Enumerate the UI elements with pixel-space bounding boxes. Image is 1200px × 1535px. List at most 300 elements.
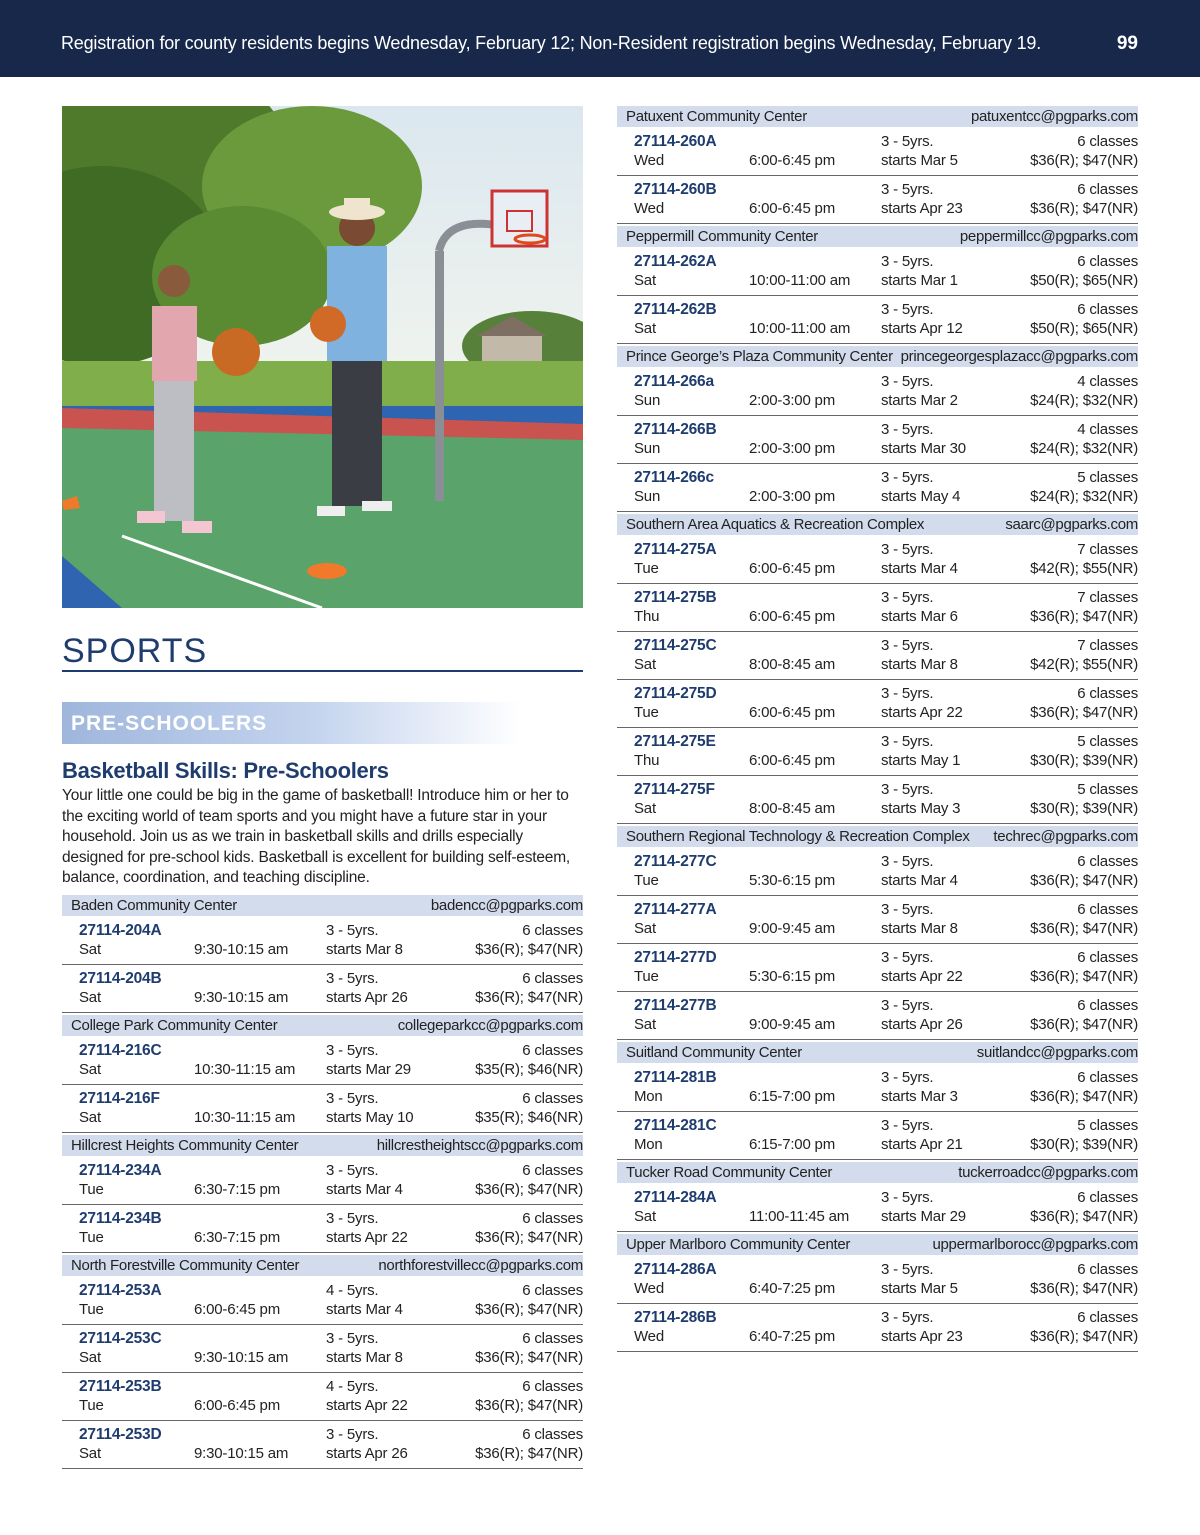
class-start: starts Mar 8: [326, 941, 403, 958]
class-age: 3 - 5yrs.: [881, 1309, 934, 1326]
class-age: 3 - 5yrs.: [326, 1210, 379, 1227]
class-count: 7 classes: [1077, 637, 1138, 654]
class-row: [617, 898, 1138, 944]
class-day: Tue: [634, 704, 659, 721]
class-day: Sat: [634, 656, 656, 673]
location-email: badencc@pgparks.com: [430, 897, 583, 914]
class-count: 6 classes: [1077, 1069, 1138, 1086]
class-code: 27114-275A: [634, 541, 717, 558]
class-fee: $36(R); $47(NR): [1030, 872, 1138, 889]
class-row: [62, 967, 583, 1013]
class-fee: $24(R); $32(NR): [1030, 440, 1138, 457]
class-age: 3 - 5yrs.: [881, 1117, 934, 1134]
location-header: [62, 1255, 583, 1276]
class-count: 6 classes: [1077, 133, 1138, 150]
class-fee: $35(R); $46(NR): [475, 1109, 583, 1126]
class-day: Sun: [634, 440, 661, 457]
right-schedule-column: [617, 106, 1138, 1354]
class-time: 9:00-9:45 am: [749, 920, 835, 937]
class-code: 27114-281C: [634, 1117, 717, 1134]
location-name: Baden Community Center: [71, 897, 237, 914]
class-age: 4 - 5yrs.: [326, 1378, 379, 1395]
class-time: 6:30-7:15 pm: [194, 1181, 280, 1198]
location-email: suitlandcc@pgparks.com: [976, 1044, 1138, 1061]
class-time: 6:00-6:45 pm: [749, 200, 835, 217]
class-time: 6:40-7:25 pm: [749, 1280, 835, 1297]
class-code: 27114-266B: [634, 421, 717, 438]
class-count: 6 classes: [522, 1210, 583, 1227]
class-count: 5 classes: [1077, 733, 1138, 750]
class-fee: $36(R); $47(NR): [475, 989, 583, 1006]
class-day: Sat: [79, 1061, 101, 1078]
class-code: 27114-253A: [79, 1282, 162, 1299]
class-age: 3 - 5yrs.: [881, 733, 934, 750]
class-row: [617, 1066, 1138, 1112]
page-number: 99: [1116, 33, 1138, 54]
class-count: 6 classes: [522, 1378, 583, 1395]
class-row: [617, 682, 1138, 728]
class-start: starts Apr 23: [881, 200, 963, 217]
class-start: starts Mar 29: [881, 1208, 966, 1225]
class-code: 27114-284A: [634, 1189, 717, 1206]
class-count: 6 classes: [522, 1090, 583, 1107]
class-day: Sat: [634, 1016, 656, 1033]
class-age: 3 - 5yrs.: [881, 1189, 934, 1206]
class-start: starts Mar 4: [326, 1181, 403, 1198]
section-title: SPORTS: [62, 632, 208, 670]
class-start: starts Apr 26: [326, 1445, 408, 1462]
header-bar: [0, 0, 1200, 77]
class-row: [617, 466, 1138, 512]
class-day: Mon: [634, 1088, 663, 1105]
class-code: 27114-277B: [634, 997, 717, 1014]
class-day: Sat: [634, 272, 656, 289]
class-time: 9:30-10:15 am: [194, 941, 289, 958]
class-row: [62, 1279, 583, 1325]
class-code: 27114-204A: [79, 922, 162, 939]
class-fee: $36(R); $47(NR): [1030, 920, 1138, 937]
class-code: 27114-266a: [634, 373, 714, 390]
class-fee: $36(R); $47(NR): [1030, 1016, 1138, 1033]
class-row: [617, 778, 1138, 824]
class-fee: $50(R); $65(NR): [1030, 320, 1138, 337]
class-time: 2:00-3:00 pm: [749, 392, 835, 409]
class-start: starts May 10: [326, 1109, 414, 1126]
location-header: [617, 826, 1138, 847]
location-header: [617, 1162, 1138, 1183]
class-time: 6:15-7:00 pm: [749, 1088, 835, 1105]
class-start: starts Mar 1: [881, 272, 958, 289]
class-start: starts Mar 4: [326, 1301, 403, 1318]
class-fee: $35(R); $46(NR): [475, 1061, 583, 1078]
class-count: 6 classes: [522, 922, 583, 939]
class-row: [617, 130, 1138, 176]
class-start: starts May 1: [881, 752, 961, 769]
class-count: 5 classes: [1077, 1117, 1138, 1134]
class-time: 11:00-11:45 am: [749, 1208, 850, 1225]
class-row: [617, 730, 1138, 776]
class-age: 3 - 5yrs.: [881, 421, 934, 438]
class-fee: $36(R); $47(NR): [475, 1397, 583, 1414]
class-fee: $36(R); $47(NR): [1030, 608, 1138, 625]
location-email: patuxentcc@pgparks.com: [970, 108, 1138, 125]
class-row: [617, 250, 1138, 296]
class-fee: $50(R); $65(NR): [1030, 272, 1138, 289]
location-email: saarc@pgparks.com: [1005, 516, 1138, 533]
class-age: 3 - 5yrs.: [881, 373, 934, 390]
class-row: [62, 1375, 583, 1421]
class-day: Sat: [79, 989, 101, 1006]
class-time: 6:00-6:45 pm: [749, 152, 835, 169]
class-fee: $36(R); $47(NR): [475, 1349, 583, 1366]
class-row: [62, 1327, 583, 1373]
location-header: [617, 226, 1138, 247]
class-fee: $36(R); $47(NR): [475, 1445, 583, 1462]
class-time: 6:00-6:45 pm: [749, 608, 835, 625]
class-fee: $42(R); $55(NR): [1030, 560, 1138, 577]
class-count: 6 classes: [1077, 1309, 1138, 1326]
location-name: College Park Community Center: [71, 1017, 278, 1034]
location-header: [617, 1234, 1138, 1255]
class-day: Sat: [634, 920, 656, 937]
class-start: starts Mar 4: [881, 560, 958, 577]
location-header: [62, 895, 583, 916]
class-time: 2:00-3:00 pm: [749, 440, 835, 457]
location-email: tuckerroadcc@pgparks.com: [958, 1164, 1138, 1181]
class-code: 27114-277A: [634, 901, 717, 918]
class-start: starts Apr 22: [881, 968, 963, 985]
class-time: 6:00-6:45 pm: [749, 560, 835, 577]
class-age: 3 - 5yrs.: [881, 589, 934, 606]
class-count: 6 classes: [522, 1042, 583, 1059]
class-fee: $36(R); $47(NR): [1030, 200, 1138, 217]
section-divider: [62, 670, 583, 672]
location-email: techrec@pgparks.com: [993, 828, 1138, 845]
class-count: 6 classes: [1077, 997, 1138, 1014]
class-day: Tue: [79, 1181, 104, 1198]
location-email: northforestvillecc@pgparks.com: [378, 1257, 583, 1274]
program-title: Basketball Skills: Pre-Schoolers: [62, 758, 389, 783]
class-start: starts Apr 22: [881, 704, 963, 721]
class-start: starts Mar 5: [881, 152, 958, 169]
class-day: Wed: [634, 1280, 664, 1297]
location-email: peppermillcc@pgparks.com: [959, 228, 1138, 245]
class-code: 27114-286B: [634, 1309, 717, 1326]
class-count: 6 classes: [1077, 853, 1138, 870]
class-code: 27114-275D: [634, 685, 717, 702]
class-day: Sun: [634, 488, 661, 505]
class-code: 27114-262A: [634, 253, 717, 270]
class-day: Sat: [634, 320, 656, 337]
class-fee: $36(R); $47(NR): [1030, 1088, 1138, 1105]
class-count: 4 classes: [1077, 373, 1138, 390]
location-name: Tucker Road Community Center: [626, 1164, 833, 1181]
class-day: Sat: [79, 1109, 101, 1126]
program-description: Your little one could be big in the game of basketball! Introduce him or her to the exciting world of team sports and you might have a future star in your household. Join us as we train in basketball skills and drills especially designed for pre-school kids. Basketball is excellent for building self-esteem, balance, coordination, and teaching discipline.: [62, 787, 571, 887]
class-row: [617, 850, 1138, 896]
location-email: uppermarlborocc@pgparks.com: [932, 1236, 1138, 1253]
class-code: 27114-260B: [634, 181, 717, 198]
location-header: [617, 514, 1138, 535]
class-count: 6 classes: [1077, 181, 1138, 198]
class-row: [617, 1306, 1138, 1352]
class-age: 3 - 5yrs.: [881, 1069, 934, 1086]
class-day: Tue: [634, 560, 659, 577]
class-code: 27114-216F: [79, 1090, 160, 1107]
class-age: 3 - 5yrs.: [326, 1042, 379, 1059]
class-day: Thu: [634, 608, 660, 625]
class-row: [62, 919, 583, 965]
location-header: [617, 346, 1138, 367]
class-day: Wed: [634, 200, 664, 217]
class-row: [617, 1258, 1138, 1304]
class-age: 3 - 5yrs.: [326, 1090, 379, 1107]
class-count: 4 classes: [1077, 421, 1138, 438]
class-start: starts Apr 22: [326, 1229, 408, 1246]
class-time: 10:00-11:00 am: [749, 272, 851, 289]
class-time: 5:30-6:15 pm: [749, 872, 835, 889]
class-row: [617, 178, 1138, 224]
class-fee: $36(R); $47(NR): [475, 941, 583, 958]
class-row: [62, 1039, 583, 1085]
location-name: North Forestville Community Center: [71, 1257, 300, 1274]
class-day: Sat: [634, 800, 656, 817]
class-age: 3 - 5yrs.: [881, 901, 934, 918]
class-code: 27114-275B: [634, 589, 717, 606]
class-start: starts Mar 2: [881, 392, 958, 409]
class-start: starts Apr 26: [326, 989, 408, 1006]
class-code: 27114-275F: [634, 781, 715, 798]
class-fee: $30(R); $39(NR): [1030, 1136, 1138, 1153]
class-day: Tue: [634, 872, 659, 889]
class-start: starts Mar 3: [881, 1088, 958, 1105]
class-time: 9:30-10:15 am: [194, 989, 289, 1006]
class-code: 27114-204B: [79, 970, 162, 987]
class-start: starts Mar 4: [881, 872, 958, 889]
class-start: starts Mar 5: [881, 1280, 958, 1297]
class-age: 3 - 5yrs.: [881, 949, 934, 966]
class-code: 27114-253B: [79, 1378, 162, 1395]
class-code: 27114-216C: [79, 1042, 162, 1059]
location-name: Peppermill Community Center: [626, 228, 818, 245]
class-age: 3 - 5yrs.: [881, 853, 934, 870]
class-time: 6:00-6:45 pm: [194, 1301, 280, 1318]
class-age: 3 - 5yrs.: [881, 685, 934, 702]
class-age: 3 - 5yrs.: [326, 970, 379, 987]
location-name: Patuxent Community Center: [626, 108, 807, 125]
class-time: 9:30-10:15 am: [194, 1445, 289, 1462]
class-code: 27114-277D: [634, 949, 717, 966]
class-row: [617, 586, 1138, 632]
class-day: Sun: [634, 392, 661, 409]
registration-note: Registration for county residents begins Wednesday, February 12; Non-Resident registration begins Wednesday, February 19.: [61, 33, 1042, 53]
class-fee: $36(R); $47(NR): [475, 1229, 583, 1246]
class-count: 6 classes: [522, 1162, 583, 1179]
class-count: 5 classes: [1077, 781, 1138, 798]
class-row: [62, 1087, 583, 1133]
class-time: 10:30-11:15 am: [194, 1109, 296, 1126]
class-start: starts Apr 23: [881, 1328, 963, 1345]
class-count: 6 classes: [1077, 949, 1138, 966]
class-time: 6:30-7:15 pm: [194, 1229, 280, 1246]
class-age: 3 - 5yrs.: [326, 922, 379, 939]
class-day: Sat: [634, 1208, 656, 1225]
class-fee: $30(R); $39(NR): [1030, 800, 1138, 817]
class-start: starts Apr 22: [326, 1397, 408, 1414]
class-time: 2:00-3:00 pm: [749, 488, 835, 505]
class-fee: $36(R); $47(NR): [475, 1181, 583, 1198]
category-banner: [62, 702, 522, 744]
class-age: 3 - 5yrs.: [881, 997, 934, 1014]
class-fee: $36(R); $47(NR): [1030, 1328, 1138, 1345]
class-time: 8:00-8:45 am: [749, 800, 835, 817]
class-start: starts Mar 30: [881, 440, 966, 457]
location-name: Prince George’s Plaza Community Center: [626, 348, 893, 365]
class-count: 6 classes: [522, 1426, 583, 1443]
class-day: Wed: [634, 152, 664, 169]
class-row: [617, 298, 1138, 344]
class-day: Sat: [79, 941, 101, 958]
location-name: Southern Area Aquatics & Recreation Complex: [626, 516, 925, 533]
class-count: 6 classes: [1077, 901, 1138, 918]
class-row: [617, 946, 1138, 992]
class-row: [617, 994, 1138, 1040]
location-header: [62, 1015, 583, 1036]
class-age: 3 - 5yrs.: [881, 781, 934, 798]
class-code: 27114-262B: [634, 301, 717, 318]
class-start: starts Mar 8: [326, 1349, 403, 1366]
class-day: Wed: [634, 1328, 664, 1345]
class-age: 3 - 5yrs.: [881, 253, 934, 270]
class-row: [617, 1186, 1138, 1232]
class-day: Sat: [79, 1349, 101, 1366]
class-time: 10:00-11:00 am: [749, 320, 851, 337]
class-age: 3 - 5yrs.: [881, 637, 934, 654]
class-fee: $36(R); $47(NR): [475, 1301, 583, 1318]
class-fee: $36(R); $47(NR): [1030, 1280, 1138, 1297]
class-row: [62, 1159, 583, 1205]
class-time: 8:00-8:45 am: [749, 656, 835, 673]
class-start: starts Mar 29: [326, 1061, 411, 1078]
class-row: [617, 538, 1138, 584]
class-row: [62, 1423, 583, 1469]
class-row: [617, 370, 1138, 416]
class-row: [617, 1114, 1138, 1160]
class-day: Tue: [79, 1397, 104, 1414]
class-code: 27114-234A: [79, 1162, 162, 1179]
class-age: 3 - 5yrs.: [881, 181, 934, 198]
class-row: [62, 1207, 583, 1253]
class-fee: $36(R); $47(NR): [1030, 152, 1138, 169]
class-code: 27114-260A: [634, 133, 717, 150]
class-age: 4 - 5yrs.: [326, 1282, 379, 1299]
class-time: 9:00-9:45 am: [749, 1016, 835, 1033]
class-row: [617, 418, 1138, 464]
class-time: 6:40-7:25 pm: [749, 1328, 835, 1345]
class-count: 6 classes: [522, 1282, 583, 1299]
class-time: 5:30-6:15 pm: [749, 968, 835, 985]
class-start: starts Apr 12: [881, 320, 963, 337]
class-time: 6:00-6:45 pm: [749, 704, 835, 721]
class-start: starts Mar 6: [881, 608, 958, 625]
class-row: [617, 634, 1138, 680]
class-code: 27114-277C: [634, 853, 717, 870]
class-count: 6 classes: [1077, 685, 1138, 702]
class-time: 10:30-11:15 am: [194, 1061, 296, 1078]
class-age: 3 - 5yrs.: [881, 133, 934, 150]
location-name: Southern Regional Technology & Recreation Complex: [626, 828, 970, 845]
class-fee: $24(R); $32(NR): [1030, 392, 1138, 409]
class-count: 7 classes: [1077, 541, 1138, 558]
class-day: Tue: [79, 1301, 104, 1318]
class-age: 3 - 5yrs.: [326, 1162, 379, 1179]
class-count: 6 classes: [522, 970, 583, 987]
class-code: 27114-266c: [634, 469, 714, 486]
class-time: 6:15-7:00 pm: [749, 1136, 835, 1153]
class-fee: $36(R); $47(NR): [1030, 1208, 1138, 1225]
class-age: 3 - 5yrs.: [326, 1330, 379, 1347]
class-count: 6 classes: [1077, 1189, 1138, 1206]
location-name: Upper Marlboro Community Center: [626, 1236, 851, 1253]
class-day: Tue: [79, 1229, 104, 1246]
class-count: 6 classes: [1077, 1261, 1138, 1278]
class-start: starts Apr 21: [881, 1136, 963, 1153]
class-day: Thu: [634, 752, 660, 769]
class-code: 27114-234B: [79, 1210, 162, 1227]
location-header: [62, 1135, 583, 1156]
class-start: starts Apr 26: [881, 1016, 963, 1033]
class-count: 6 classes: [1077, 301, 1138, 318]
location-name: Hillcrest Heights Community Center: [71, 1137, 299, 1154]
class-code: 27114-253C: [79, 1330, 162, 1347]
class-time: 6:00-6:45 pm: [749, 752, 835, 769]
class-age: 3 - 5yrs.: [881, 469, 934, 486]
class-count: 6 classes: [522, 1330, 583, 1347]
class-fee: $24(R); $32(NR): [1030, 488, 1138, 505]
class-start: starts Mar 8: [881, 656, 958, 673]
location-email: princegeorgesplazacc@pgparks.com: [900, 348, 1138, 365]
class-count: 6 classes: [1077, 253, 1138, 270]
location-header: [617, 1042, 1138, 1063]
class-day: Sat: [79, 1445, 101, 1462]
class-code: 27114-275E: [634, 733, 716, 750]
class-start: starts May 4: [881, 488, 961, 505]
class-code: 27114-286A: [634, 1261, 717, 1278]
location-email: collegeparkcc@pgparks.com: [397, 1017, 583, 1034]
class-code: 27114-275C: [634, 637, 717, 654]
class-age: 3 - 5yrs.: [881, 1261, 934, 1278]
class-code: 27114-253D: [79, 1426, 162, 1443]
location-email: hillcrestheightscc@pgparks.com: [376, 1137, 583, 1154]
class-fee: $42(R); $55(NR): [1030, 656, 1138, 673]
location-header: [617, 106, 1138, 127]
class-count: 7 classes: [1077, 589, 1138, 606]
class-day: Tue: [634, 968, 659, 985]
class-fee: $30(R); $39(NR): [1030, 752, 1138, 769]
class-age: 3 - 5yrs.: [881, 541, 934, 558]
location-name: Suitland Community Center: [626, 1044, 802, 1061]
class-start: starts Mar 8: [881, 920, 958, 937]
class-count: 5 classes: [1077, 469, 1138, 486]
class-start: starts May 3: [881, 800, 961, 817]
class-age: 3 - 5yrs.: [326, 1426, 379, 1443]
class-fee: $36(R); $47(NR): [1030, 704, 1138, 721]
class-day: Mon: [634, 1136, 663, 1153]
class-time: 9:30-10:15 am: [194, 1349, 289, 1366]
left-schedule-column: [62, 895, 583, 1471]
class-fee: $36(R); $47(NR): [1030, 968, 1138, 985]
class-code: 27114-281B: [634, 1069, 717, 1086]
